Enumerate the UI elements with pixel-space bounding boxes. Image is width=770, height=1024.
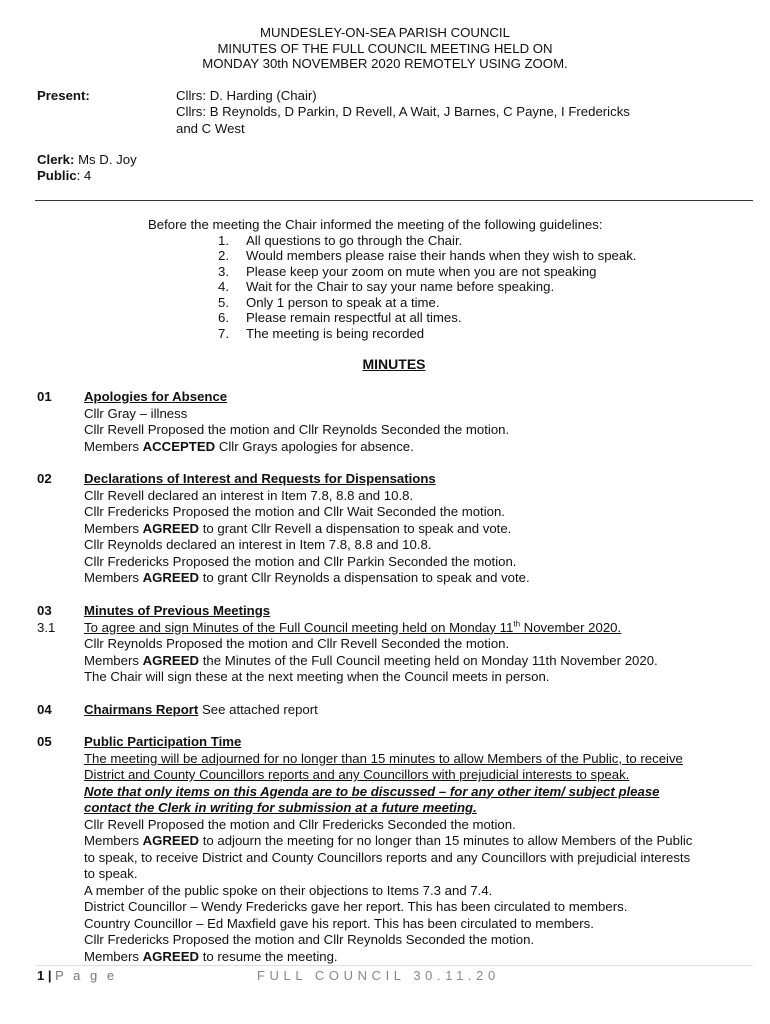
item-line: Members AGREED to resume the meeting. bbox=[84, 948, 338, 964]
item-line: A member of the public spoke on their objections to Items 7.3 and 7.4. bbox=[84, 882, 493, 898]
item-number: 02 bbox=[37, 471, 52, 486]
item-number: 01 bbox=[37, 389, 52, 404]
guideline-item: 6. Please remain respectful at all times. bbox=[218, 310, 462, 325]
item-line: Country Councillor – Ed Maxfield gave his report. This has been circulated to members. bbox=[84, 915, 594, 931]
item-line: Cllr Reynolds declared an interest in Item 7.8, 8.8 and 10.8. bbox=[84, 537, 432, 552]
present-list bbox=[176, 88, 696, 137]
item-line: Members AGREED to adjourn the meeting for no longer than 15 minutes to allow Members of the Public bbox=[84, 833, 693, 848]
item-line: Cllr Revell Proposed the motion and Cllr Reynolds Seconded the motion. bbox=[84, 422, 510, 437]
item-number: 05 bbox=[37, 734, 52, 749]
item-line: Cllr Gray – illness bbox=[84, 405, 188, 421]
item-heading: Declarations of Interest and Requests for Dispensations bbox=[84, 471, 436, 486]
item-line: Members ACCEPTED Cllr Grays apologies for absence. bbox=[84, 438, 414, 454]
item-line: Cllr Fredericks Proposed the motion and Cllr Wait Seconded the motion. bbox=[84, 504, 505, 519]
item-line: District and County Councillors reports and any Councillors with prejudicial interests to speak. bbox=[84, 767, 630, 782]
item-line: The meeting will be adjourned for no longer than 15 minutes to allow Members of the Public, to receive bbox=[84, 750, 683, 766]
item-number: 04 bbox=[37, 702, 52, 717]
present-label: Present: bbox=[37, 88, 90, 103]
guidelines-list bbox=[218, 233, 636, 342]
present-councillors: Cllrs: B Reynolds, D Parkin, D Revell, A Wait, J Barnes, C Payne, I Fredericks bbox=[176, 104, 630, 120]
item-line: Members AGREED the Minutes of the Full Council meeting held on Monday 11th November 2020. bbox=[84, 652, 658, 668]
item-chairmans-report bbox=[84, 702, 744, 719]
clerk-label: Clerk: bbox=[37, 152, 75, 167]
clerk-value: Ms D. Joy bbox=[78, 152, 137, 167]
divider bbox=[35, 200, 753, 201]
page-number: 1 | P a g e bbox=[37, 968, 118, 983]
item-line: to speak, to receive District and County Councillors reports and any Councillors with prejudicial interests bbox=[84, 849, 691, 865]
item-heading: Public Participation Time bbox=[84, 734, 242, 749]
present-chair: Cllrs: D. Harding (Chair) bbox=[176, 88, 317, 103]
guidelines-intro: Before the meeting the Chair informed the meeting of the following guidelines: bbox=[148, 217, 603, 232]
meeting-date: MONDAY 30th NOVEMBER 2020 REMOTELY USING ZOOM. bbox=[202, 56, 568, 71]
item-line: Members AGREED to grant Cllr Revell a dispensation to speak and vote. bbox=[84, 520, 512, 536]
document-header bbox=[0, 25, 770, 72]
item-line: Cllr Revell Proposed the motion and Cllr Fredericks Seconded the motion. bbox=[84, 816, 516, 832]
public-label: Public bbox=[37, 168, 77, 183]
item-heading: Minutes of Previous Meetings bbox=[84, 603, 271, 618]
guideline-item: 5. Only 1 person to speak at a time. bbox=[218, 294, 440, 310]
item-line: District Councillor – Wendy Fredericks gave her report. This has been circulated to members. bbox=[84, 899, 628, 914]
item-line: Cllr Revell declared an interest in Item 7.8, 8.8 and 10.8. bbox=[84, 487, 414, 503]
public-line bbox=[37, 168, 91, 184]
item-line: To agree and sign Minutes of the Full Council meeting held on Monday 11th November 2020. bbox=[84, 619, 622, 635]
item-public-participation bbox=[84, 734, 744, 965]
item-line: The Chair will sign these at the next meeting when the Council meets in person. bbox=[84, 669, 550, 684]
guideline-item: 3. Please keep your zoom on mute when you are not speaking bbox=[218, 263, 597, 279]
guideline-item: 1. All questions to go through the Chair. bbox=[218, 232, 463, 248]
item-line: Cllr Fredericks Proposed the motion and Cllr Parkin Seconded the motion. bbox=[84, 553, 517, 569]
item-line: Members AGREED to grant Cllr Reynolds a dispensation to speak and vote. bbox=[84, 570, 530, 585]
guideline-item: 7. The meeting is being recorded bbox=[218, 325, 425, 341]
sub-item-number: 3.1 bbox=[37, 620, 56, 635]
footer-document-label: FULL COUNCIL 30.11.20 bbox=[257, 968, 500, 983]
minutes-title: MINUTES bbox=[362, 356, 426, 372]
item-apologies bbox=[84, 389, 744, 455]
council-name: MUNDESLEY-ON-SEA PARISH COUNCIL bbox=[260, 25, 510, 40]
item-line: to speak. bbox=[84, 866, 138, 881]
item-declarations bbox=[84, 471, 744, 587]
meeting-title: MINUTES OF THE FULL COUNCIL MEETING HELD ON bbox=[217, 40, 553, 56]
item-line: Cllr Reynolds Proposed the motion and Cllr Revell Seconded the motion. bbox=[84, 636, 510, 651]
guideline-item: 4. Wait for the Chair to say your name before speaking. bbox=[218, 279, 555, 294]
present-councillors-cont: and C West bbox=[176, 120, 245, 136]
item-heading: Apologies for Absence bbox=[84, 389, 228, 404]
guideline-item: 2. Would members please raise their hands when they wish to speak. bbox=[218, 248, 637, 263]
item-line: Chairmans Report See attached report bbox=[84, 702, 318, 717]
public-value: : 4 bbox=[76, 168, 92, 183]
item-note: contact the Clerk in writing for submission at a future meeting. bbox=[84, 800, 477, 815]
footer-divider bbox=[35, 965, 753, 966]
clerk-line bbox=[37, 152, 137, 168]
item-previous-minutes bbox=[84, 603, 744, 686]
item-number: 03 bbox=[37, 603, 52, 618]
item-line: Cllr Fredericks Proposed the motion and Cllr Reynolds Seconded the motion. bbox=[84, 932, 535, 947]
item-note: Note that only items on this Agenda are to be discussed – for any other item/ subject please bbox=[84, 783, 660, 799]
item-heading: Chairmans Report bbox=[84, 702, 199, 717]
